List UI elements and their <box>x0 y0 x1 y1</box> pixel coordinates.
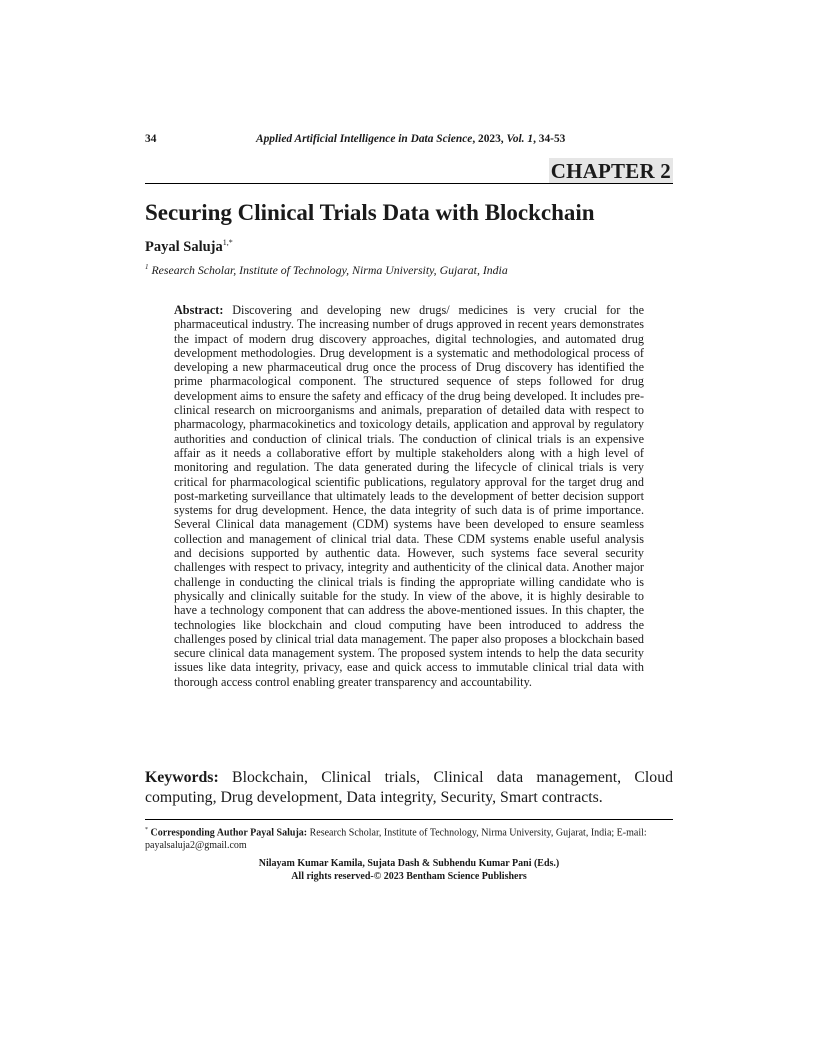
footnote-divider <box>145 819 673 820</box>
chapter-label: CHAPTER 2 <box>550 159 671 183</box>
journal-citation <box>256 133 565 145</box>
editors-names: Nilayam Kumar Kamila, Sujata Dash & Subhendu Kumar Pani (Eds.) <box>258 858 560 869</box>
keywords-text: Blockchain, Clinical trials, Clinical data management, Cloud computing, Drug development, Data integrity, Security, Smart contracts. <box>145 769 674 806</box>
author-line <box>145 234 233 256</box>
affiliation-mark: 1 <box>145 263 149 271</box>
journal-year: , 2023, <box>472 133 507 145</box>
copyright-line: All rights reserved-© 2023 Bentham Science Publishers <box>291 871 527 882</box>
affiliation <box>145 259 508 278</box>
author-marks: 1,* <box>222 238 233 247</box>
page-number: 34 <box>145 133 157 145</box>
corresponding-author-footnote <box>145 824 685 852</box>
author-name: Payal Saluja <box>145 238 223 255</box>
journal-volume: Vol. 1 <box>506 133 534 145</box>
footnote-text: Research Scholar, Institute of Technology, Nirma University, Gujarat, India; E-mail: payalsaluja2@gmail.com <box>145 827 647 852</box>
abstract-text: Discovering and developing new drugs/ medicines is very crucial for the pharmaceutical industry. The increasing number of drugs approved in recent years demonstrates the impact of modern drug discovery approaches, digital technologies, and automated drug development methodologies. Drug development is a systematic and methodological process of developing a new pharmaceutical drug once the process of Drug discovery has identified the prime pharmacological component. The structured sequence of steps followed for drug development aims to ensure the safety and efficacy of the drug being developed. It includes pre-clinical research on microorganisms and animals, preparation of detailed data with respect to pharmacology, pharmacokinetics and toxicology details, application and approval by regulatory authorities and conduction of clinical trials. The conduction of clinical trials is an expensive affair as it needs a collaborative effort by multiple stakeholders along with a high level of monitoring and regulation. The data generated during the lifecycle of clinical trials is very critical for pharmacological scientific publications, regulatory approval for the target drug and post-marketing surveillance that ultimately leads to the development of better decision support systems for drug development. Hence, the data integrity of such data is of prime importance. Several Clinical data management (CDM) systems have been developed to ensure seamless collection and management of clinical trial data. These CDM systems enable useful analysis and decisions supported by authentic data. However, such systems face several security challenges with respect to privacy, integrity and authenticity of the clinical data. Another major challenge in conducting the clinical trials is finding the appropriate willing candidate who is physically and clinically suitable for the study. In view of the above, it is highly desirable to have a technology component that can address the above-mentioned issues. In this chapter, the technologies like blockchain and cloud computing have been introduced to address the challenges posed by clinical trial data management. The paper also proposes a blockchain based secure clinical data management system. The proposed system intends to help the data security issues like data integrity, privacy, ease and quick access to immutable clinical trial data with thorough access control enabling greater transparency and accountability. <box>174 303 645 689</box>
abstract-label: Abstract: <box>174 303 224 317</box>
journal-title: Applied Artificial Intelligence in Data Science <box>256 133 473 145</box>
header-divider <box>145 183 673 184</box>
footnote-mark: * <box>145 827 148 833</box>
footnote-label: Corresponding Author Payal Saluja: <box>150 827 308 839</box>
abstract <box>174 303 644 689</box>
keywords-label: Keywords: <box>145 769 219 786</box>
chapter-title: Securing Clinical Trials Data with Blockchain <box>145 200 595 225</box>
affiliation-text: Research Scholar, Institute of Technology, Nirma University, Gujarat, India <box>151 262 508 277</box>
keywords <box>145 768 673 808</box>
journal-pages: , 34-53 <box>533 133 566 145</box>
running-header <box>145 133 673 149</box>
editors-block <box>145 857 673 883</box>
